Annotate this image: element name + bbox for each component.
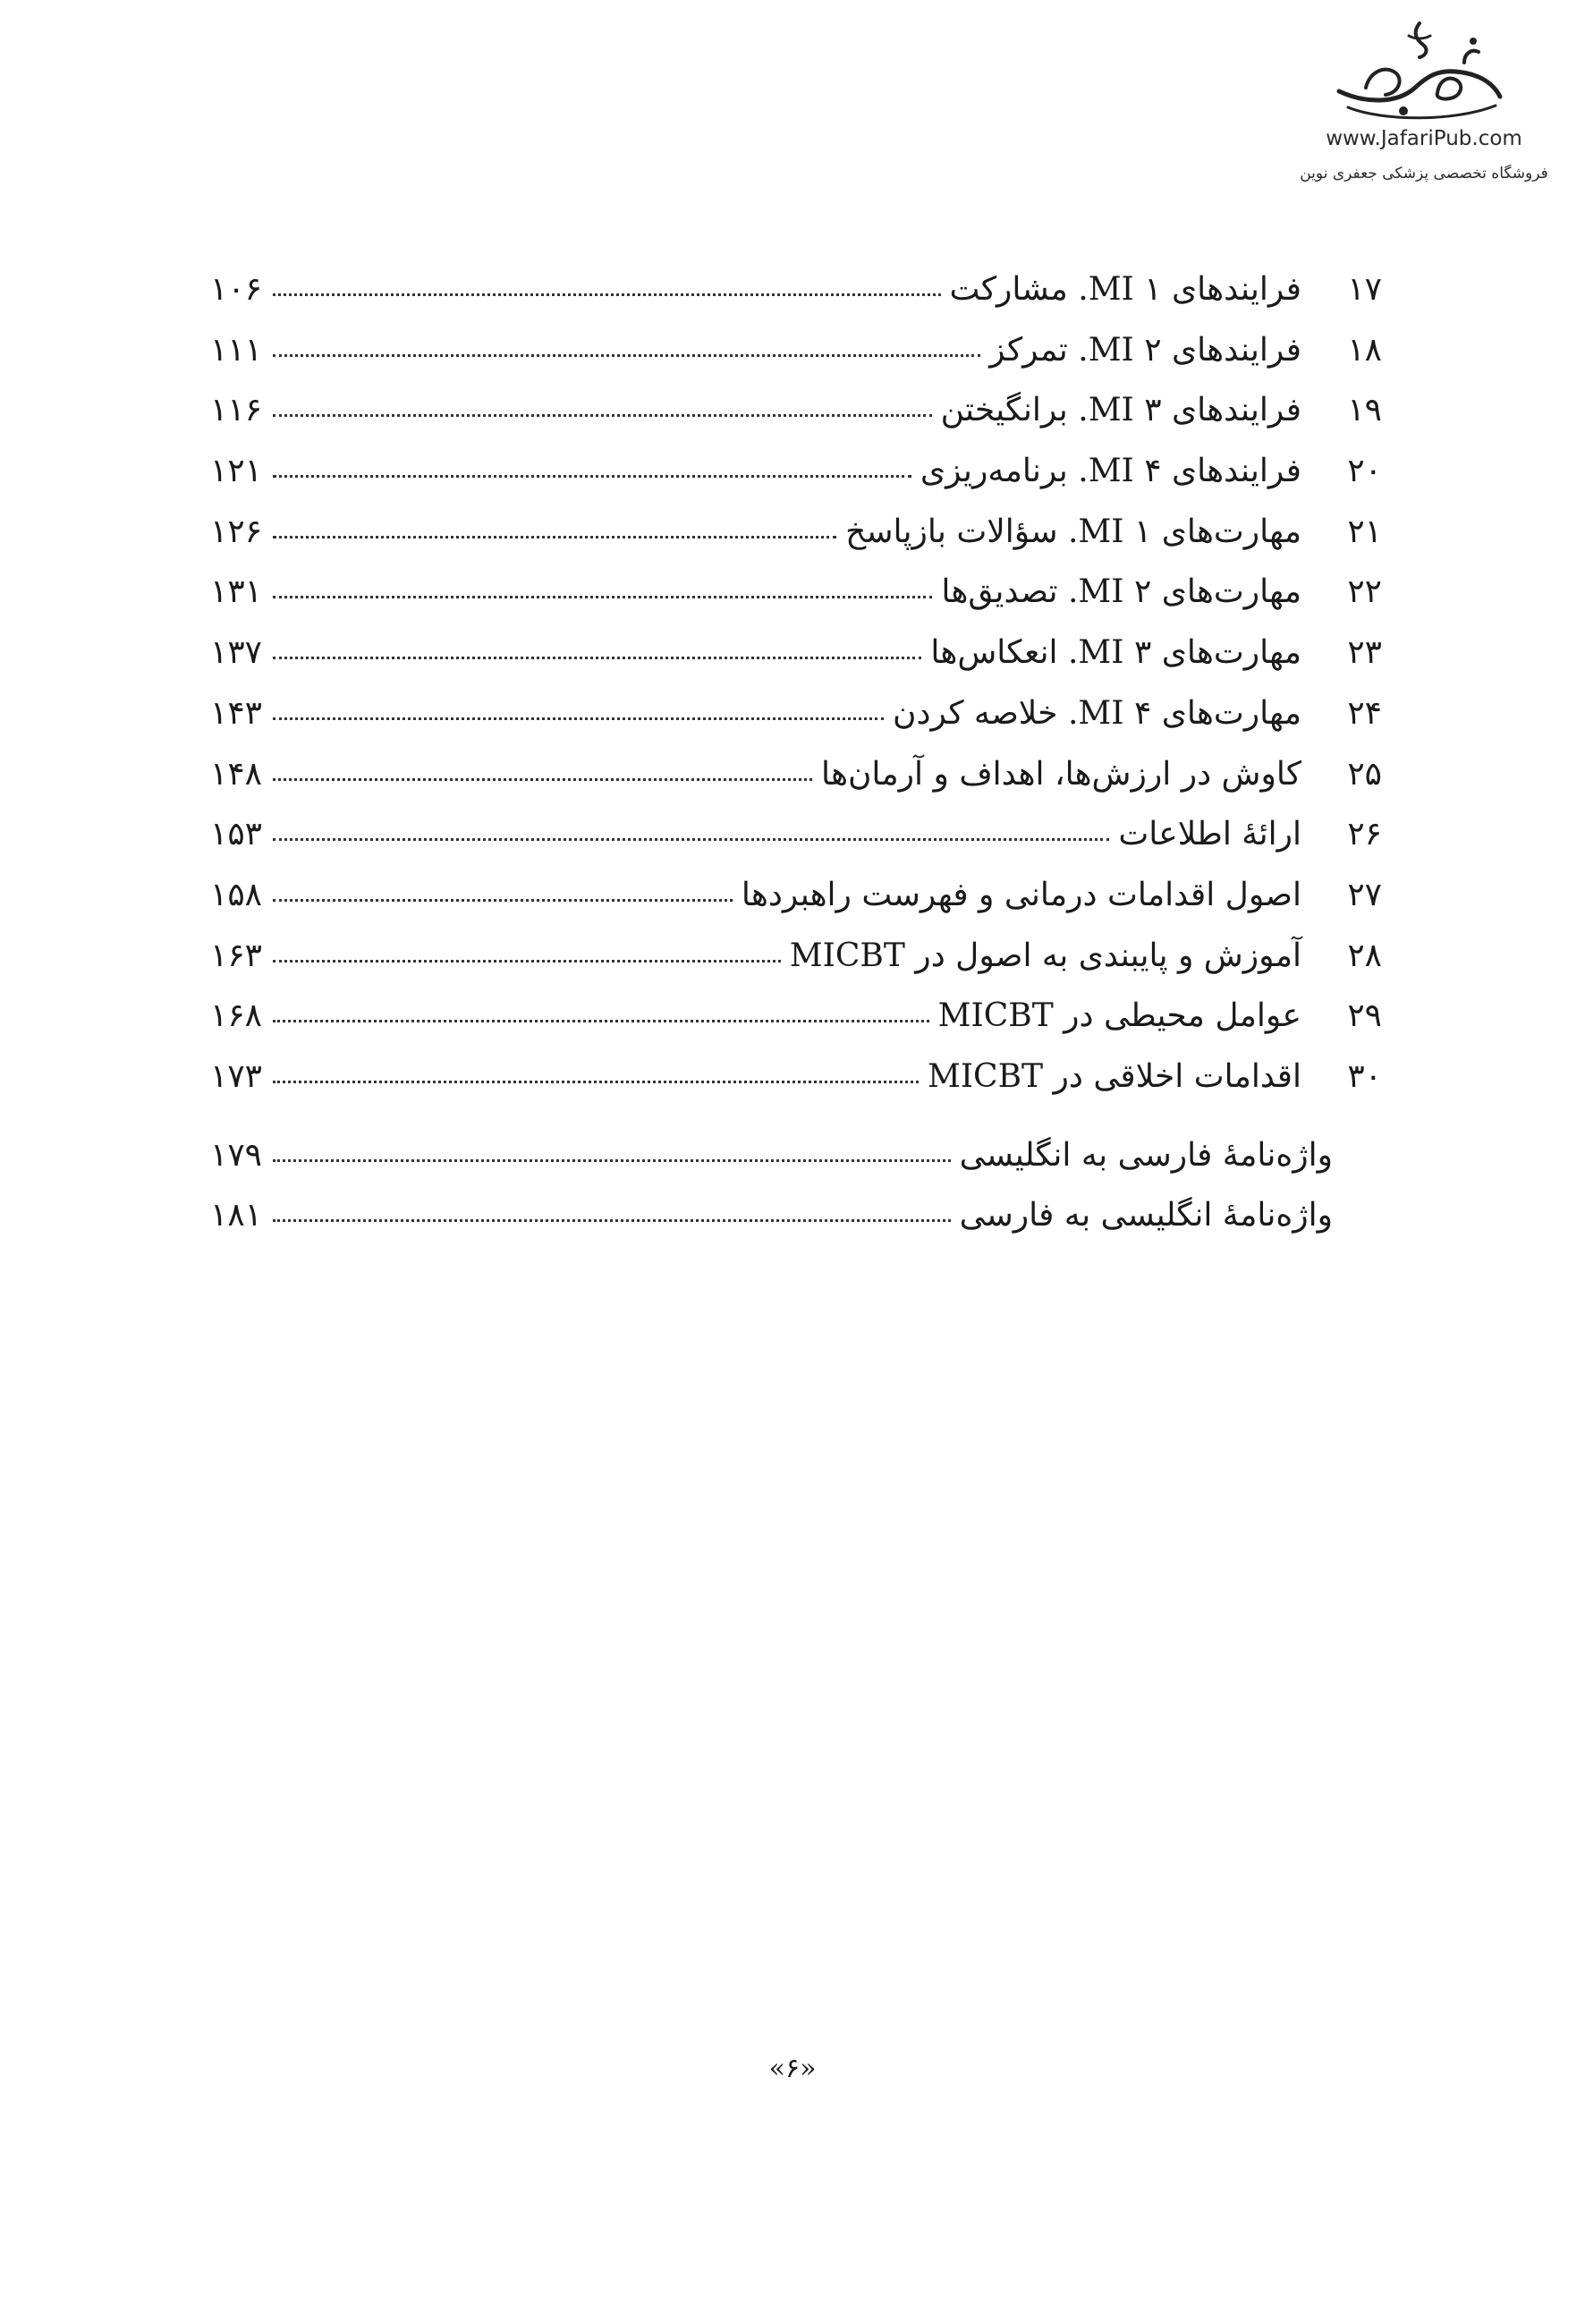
page-ref: ۱۱۱: [210, 331, 263, 369]
page-ref: ۱۶۸: [210, 997, 263, 1035]
chapter-number: ۳۰: [1347, 1057, 1382, 1095]
chapter-number: ۲۸: [1347, 937, 1382, 974]
page-ref: ۱۲۶: [210, 513, 263, 550]
section-spacer: [210, 1107, 1382, 1125]
chapter-title: کاوش در ارزش‌ها، اهداف و آرمان‌ها: [821, 755, 1301, 793]
toc-entry[interactable]: [210, 744, 1382, 805]
chapter-number: ۲۵: [1347, 755, 1382, 793]
page-ref: ۱۳۷: [210, 634, 263, 672]
page-ref: ۱۵۳: [210, 816, 263, 853]
page-number: «۶»: [768, 2053, 817, 2084]
chapter-title: فرایندهای MI ۱. مشارکت: [949, 271, 1301, 308]
chapter-number: ۲۱: [1347, 513, 1382, 550]
chapter-number: ۲۰: [1347, 453, 1382, 490]
dot-leader: [273, 293, 941, 296]
toc-appendix-entry[interactable]: [210, 1185, 1382, 1246]
dot-leader: [273, 778, 812, 781]
chapter-title: عوامل محیطی در MICBT: [937, 997, 1301, 1035]
chapter-number: ۲۶: [1347, 816, 1382, 853]
dot-leader: [273, 354, 980, 357]
publisher-logo: [1245, 18, 1548, 182]
chapter-number: ۲۹: [1347, 997, 1382, 1035]
toc-entry[interactable]: [210, 804, 1382, 865]
chapter-number: ۱۹: [1347, 392, 1382, 429]
chapter-number: ۱۷: [1347, 271, 1382, 308]
toc-appendix-entry[interactable]: [210, 1125, 1382, 1186]
page-ref: ۱۱۶: [210, 392, 263, 429]
page-ref: ۱۳۱: [210, 573, 263, 611]
page-ref: ۱۶۳: [210, 937, 263, 974]
publisher-website: www.JafariPub.com: [1326, 127, 1522, 150]
dot-leader: [273, 596, 932, 598]
page-ref: ۱۰۶: [210, 271, 263, 308]
table-of-contents: [210, 259, 1382, 1246]
toc-entry[interactable]: [210, 683, 1382, 744]
page-ref: ۱۷۹: [210, 1136, 263, 1174]
dot-leader: [273, 960, 781, 963]
dot-leader: [273, 414, 932, 417]
dot-leader: [273, 1159, 951, 1162]
toc-entry[interactable]: [210, 441, 1382, 502]
chapter-title: اصول اقدامات درمانی و فهرست راهبردها: [741, 876, 1301, 913]
page-ref: ۱۴۳: [210, 694, 263, 732]
appendix-title: واژه‌نامهٔ انگلیسی به فارسی: [959, 1197, 1333, 1234]
chapter-title: آموزش و پایبندی به اصول در MICBT: [789, 937, 1301, 974]
chapter-number: ۲۴: [1347, 694, 1382, 732]
chapter-title: فرایندهای MI ۳. برانگیختن: [940, 392, 1301, 429]
toc-entry[interactable]: [210, 865, 1382, 926]
toc-entry[interactable]: [210, 562, 1382, 623]
dot-leader: [273, 1020, 929, 1022]
chapter-title: فرایندهای MI ۲. تمرکز: [989, 331, 1301, 369]
chapter-title: مهارت‌های MI ۱. سؤالات بازپاسخ: [845, 513, 1301, 550]
toc-entry[interactable]: [210, 502, 1382, 563]
chapter-title: مهارت‌های MI ۳. انعکاس‌ها: [930, 634, 1301, 672]
toc-entry[interactable]: [210, 320, 1382, 381]
chapter-number: ۲۳: [1347, 634, 1382, 672]
page-ref: ۱۸۱: [210, 1197, 263, 1234]
publisher-tagline: فروشگاه تخصصی پزشکی جعفری نوین: [1300, 165, 1548, 182]
toc-entry[interactable]: [210, 926, 1382, 987]
toc-entry[interactable]: [210, 986, 1382, 1047]
dot-leader: [273, 838, 1109, 841]
chapter-title: اقدامات اخلاقی در MICBT: [927, 1057, 1301, 1095]
appendix-title: واژه‌نامهٔ فارسی به انگلیسی: [959, 1136, 1333, 1174]
toc-entry[interactable]: [210, 1047, 1382, 1107]
chapter-title: فرایندهای MI ۴. برنامه‌ریزی: [920, 453, 1301, 490]
toc-entry[interactable]: [210, 259, 1382, 320]
dot-leader: [273, 475, 911, 478]
chapter-number: ۲۷: [1347, 876, 1382, 913]
dot-leader: [273, 899, 733, 902]
toc-entry[interactable]: [210, 380, 1382, 441]
page-ref: ۱۷۳: [210, 1057, 263, 1095]
chapter-number: ۲۲: [1347, 573, 1382, 611]
dot-leader: [273, 657, 921, 659]
toc-entry[interactable]: [210, 623, 1382, 683]
page-ref: ۱۲۱: [210, 453, 263, 490]
chapter-title: مهارت‌های MI ۲. تصدیق‌ها: [941, 573, 1301, 611]
dot-leader: [273, 1219, 951, 1222]
chapter-title: ارائهٔ اطلاعات: [1118, 816, 1301, 853]
dot-leader: [273, 717, 884, 720]
calligraphy-logo-icon: [1330, 18, 1509, 130]
dot-leader: [273, 536, 836, 539]
page-ref: ۱۴۸: [210, 755, 263, 793]
dot-leader: [273, 1081, 919, 1083]
chapter-number: ۱۸: [1347, 331, 1382, 369]
chapter-title: مهارت‌های MI ۴. خلاصه کردن: [893, 694, 1301, 732]
page-ref: ۱۵۸: [210, 876, 263, 913]
